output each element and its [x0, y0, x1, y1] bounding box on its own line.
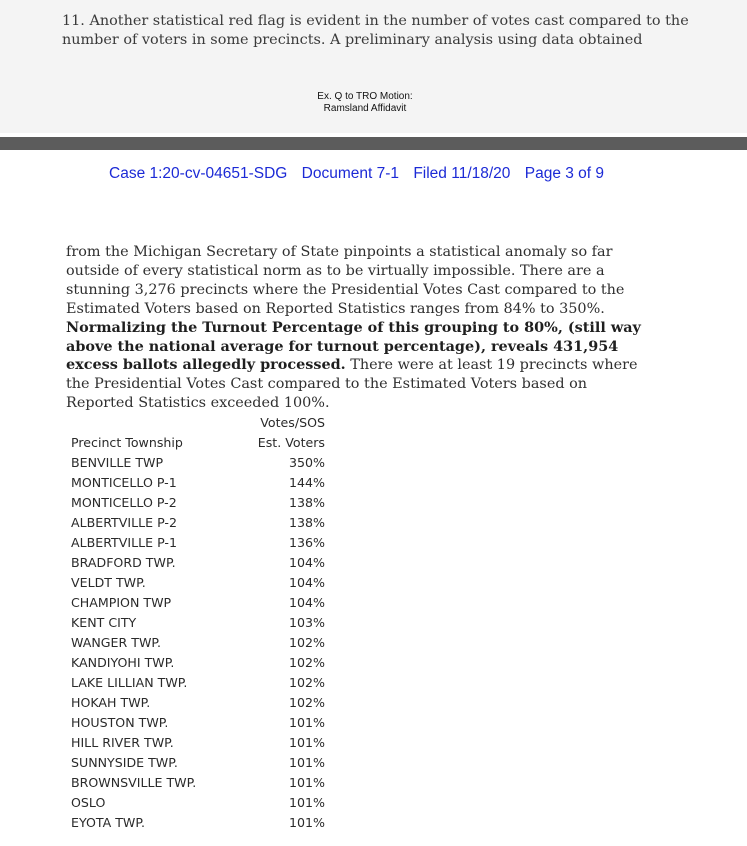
precinct-table [71, 413, 341, 833]
page-number: Page 3 of 9 [524, 165, 605, 182]
votes-ratio-cell: 102% [288, 655, 325, 670]
table-row [71, 453, 341, 473]
precinct-name-cell: VELDT TWP. [71, 575, 146, 590]
case-number: Case 1:20-cv-04651-SDG [109, 165, 288, 182]
table-row [71, 813, 341, 833]
table-row [71, 593, 341, 613]
precinct-name-cell: HOUSTON TWP. [71, 715, 169, 730]
table-row [71, 493, 341, 513]
votes-ratio-cell: 138% [288, 515, 325, 530]
table-row [71, 553, 341, 573]
exhibit-line-2: Ramsland Affidavit [323, 103, 407, 114]
votes-ratio-cell: 102% [288, 635, 325, 650]
precinct-name-cell: KANDIYOHI TWP. [71, 655, 175, 670]
body-text-part-2: There were at least 19 precincts where the Presidential Votes Cast compared to the Estimated Voters based on Reported Statistics exceeded 100%. [66, 357, 638, 412]
precinct-name-cell: KENT CITY [71, 615, 137, 630]
column-header-votes-line-2: Est. Voters [257, 435, 325, 450]
table-row [71, 673, 341, 693]
table-body [71, 453, 341, 833]
table-row [71, 733, 341, 753]
votes-ratio-cell: 104% [288, 575, 325, 590]
case-header [109, 165, 614, 183]
precinct-name-cell: ALBERTVILLE P-2 [71, 515, 177, 530]
votes-ratio-cell: 104% [288, 555, 325, 570]
filed-date: Filed 11/18/20 [413, 165, 511, 182]
votes-ratio-cell: 101% [288, 815, 325, 830]
table-row [71, 633, 341, 653]
precinct-name-cell: BROWNSVILLE TWP. [71, 775, 197, 790]
precinct-name-cell: OSLO [71, 795, 106, 810]
table-row [71, 713, 341, 733]
precinct-name-cell: HOKAH TWP. [71, 695, 151, 710]
table-row [71, 573, 341, 593]
column-header-precinct: Precinct Township [71, 435, 183, 450]
votes-ratio-cell: 103% [288, 615, 325, 630]
votes-ratio-cell: 101% [288, 735, 325, 750]
votes-ratio-cell: 350% [288, 455, 325, 470]
column-header-votes-line-1: Votes/SOS [260, 415, 325, 430]
precinct-name-cell: BRADFORD TWP. [71, 555, 176, 570]
votes-ratio-cell: 101% [288, 795, 325, 810]
body-text-bold: Normalizing the Turnout Percentage of this grouping to 80%, (still way above the national average for turnout percentage), reveals 431,954 excess ballots allegedly processed. [66, 318, 641, 374]
precinct-name-cell: EYOTA TWP. [71, 815, 145, 830]
precinct-name-cell: WANGER TWP. [71, 635, 162, 650]
table-row [71, 473, 341, 493]
precinct-name-cell: BENVILLE TWP [71, 455, 164, 470]
votes-ratio-cell: 101% [288, 775, 325, 790]
table-row [71, 693, 341, 713]
table-row [71, 753, 341, 773]
votes-ratio-cell: 104% [288, 595, 325, 610]
votes-ratio-cell: 101% [288, 755, 325, 770]
votes-ratio-cell: 102% [288, 675, 325, 690]
precinct-name-cell: ALBERTVILLE P-1 [71, 535, 177, 550]
votes-ratio-cell: 136% [288, 535, 325, 550]
table-header [71, 413, 341, 453]
page-divider [0, 137, 747, 150]
exhibit-label [260, 91, 470, 115]
table-row [71, 613, 341, 633]
table-row [71, 533, 341, 553]
table-row [71, 793, 341, 813]
votes-ratio-cell: 138% [288, 495, 325, 510]
table-row [71, 513, 341, 533]
precinct-name-cell: CHAMPION TWP [71, 595, 172, 610]
body-paragraph [66, 243, 646, 413]
table-row [71, 773, 341, 793]
exhibit-line-1: Ex. Q to TRO Motion: [317, 91, 413, 102]
precinct-name-cell: MONTICELLO P-1 [71, 475, 177, 490]
precinct-name-cell: HILL RIVER TWP. [71, 735, 174, 750]
precinct-name-cell: SUNNYSIDE TWP. [71, 755, 178, 770]
body-text-part-1: from the Michigan Secretary of State pinpoints a statistical anomaly so far outside of every statistical norm as to be virtually impossible. There are a stunning 3,276 precincts where the Presidential Votes Cast compared to the Estimated Voters based on Reported Statistics ranges from 84% to 350%. [66, 244, 625, 317]
previous-page-paragraph: 11. Another statistical red flag is evident in the number of votes cast compared to the number of voters in some precincts. A preliminary analysis using data obtained [62, 13, 689, 48]
document-number: Document 7-1 [301, 165, 400, 182]
votes-ratio-cell: 101% [288, 715, 325, 730]
votes-ratio-cell: 102% [288, 695, 325, 710]
table-row [71, 653, 341, 673]
precinct-name-cell: MONTICELLO P-2 [71, 495, 177, 510]
precinct-name-cell: LAKE LILLIAN TWP. [71, 675, 188, 690]
votes-ratio-cell: 144% [288, 475, 325, 490]
